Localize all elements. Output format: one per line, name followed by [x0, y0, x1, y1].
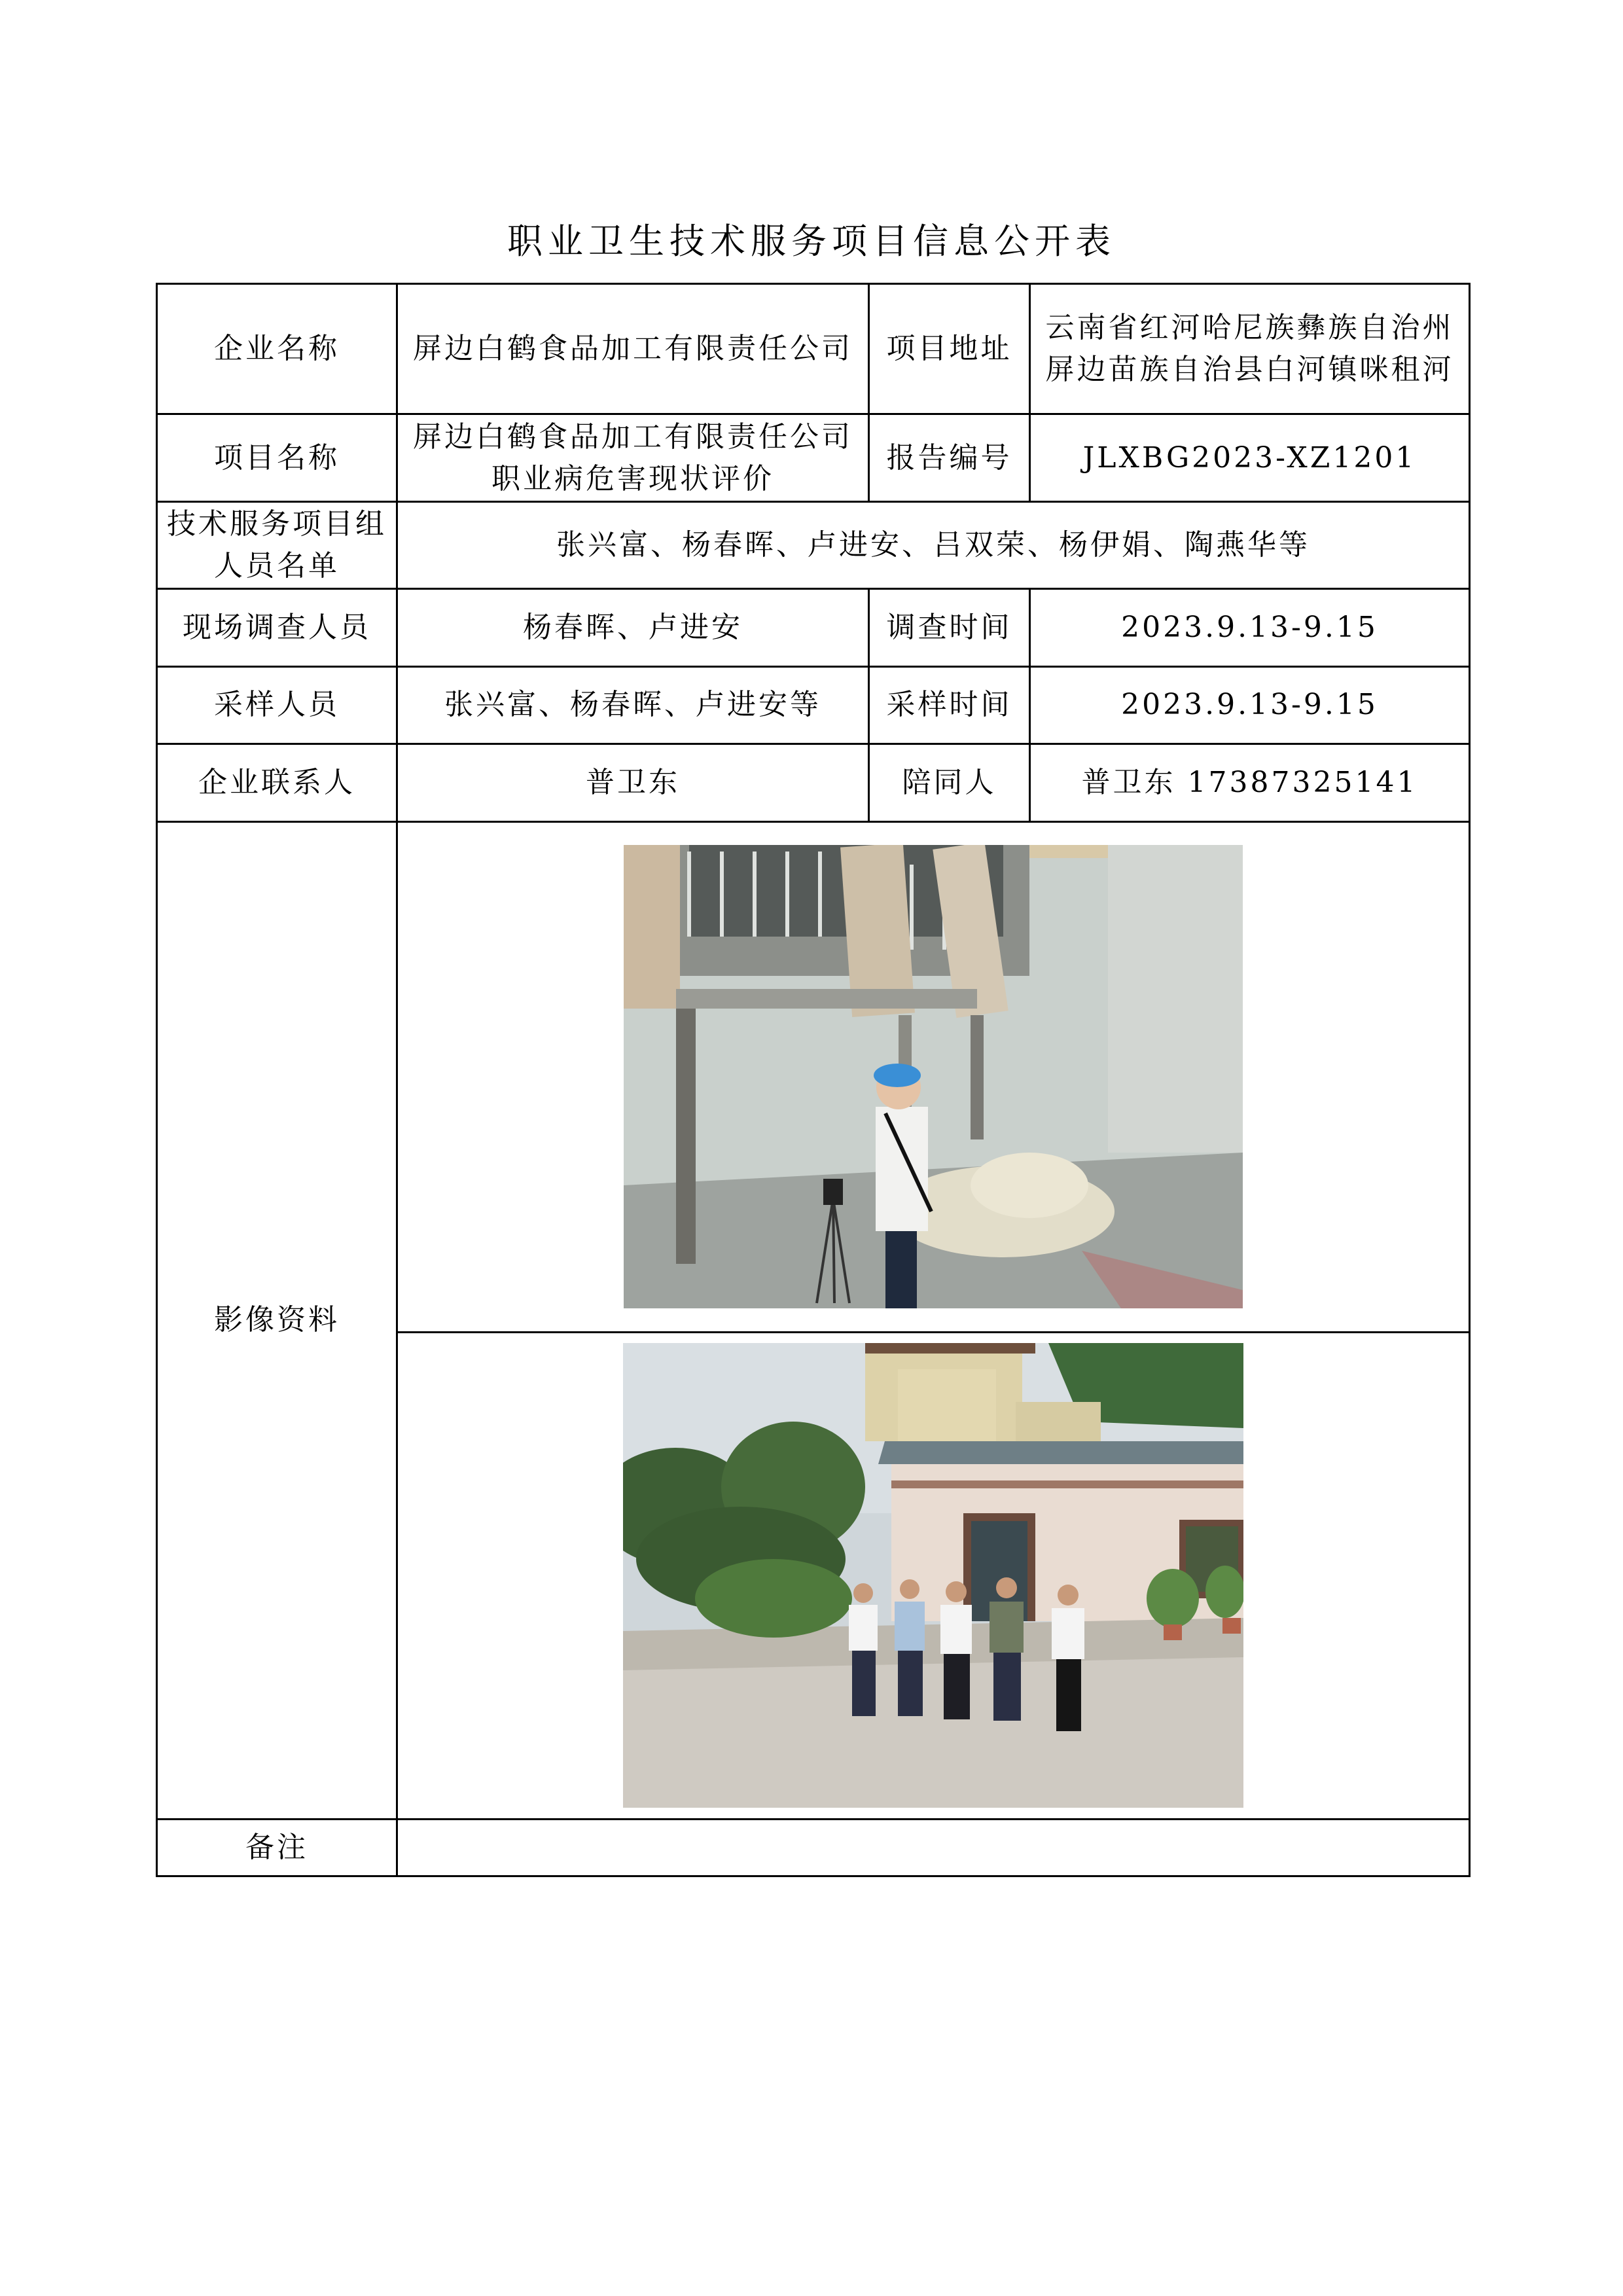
- contact-label: 企业联系人: [157, 744, 397, 822]
- survey-staff-label: 现场调查人员: [157, 589, 397, 667]
- team-value: 张兴富、杨春晖、卢进安、吕双荣、杨伊娟、陶燕华等: [397, 502, 1470, 589]
- project-value: 屏边白鹤食品加工有限责任公司职业病危害现状评价: [397, 414, 869, 502]
- remark-value: [397, 1819, 1470, 1876]
- table-row: [157, 666, 1470, 744]
- report-value: JLXBG2023-XZ1201: [1030, 414, 1470, 502]
- page-title: 职业卫生技术服务项目信息公开表: [507, 221, 1116, 262]
- escort-label: 陪同人: [869, 744, 1030, 822]
- sampling-time-label: 采样时间: [869, 666, 1030, 744]
- contact-value: 普卫东: [397, 744, 869, 822]
- photo-workshop: [624, 845, 1243, 1308]
- survey-time-value: 2023.9.13-9.15: [1030, 589, 1470, 667]
- project-label: 项目名称: [157, 414, 397, 502]
- company-value: 屏边白鹤食品加工有限责任公司: [397, 284, 869, 414]
- remark-label: 备注: [157, 1819, 397, 1876]
- table-row: [157, 1819, 1470, 1876]
- address-value: 云南省红河哈尼族彝族自治州屏边苗族自治县白河镇咪租河: [1030, 284, 1470, 414]
- info-table: [156, 283, 1471, 1877]
- table-row: [157, 821, 1470, 1333]
- sampling-staff-label: 采样人员: [157, 666, 397, 744]
- table-row: [157, 744, 1470, 822]
- survey-time-label: 调查时间: [869, 589, 1030, 667]
- escort-value: 普卫东 17387325141: [1030, 744, 1470, 822]
- company-label: 企业名称: [157, 284, 397, 414]
- table-row: [157, 589, 1470, 667]
- photo-team-building: [623, 1343, 1243, 1808]
- photo-cell-1: [397, 821, 1470, 1333]
- table-row: [157, 502, 1470, 589]
- team-label: 技术服务项目组人员名单: [157, 502, 397, 589]
- table-row: [157, 284, 1470, 414]
- table-row: [157, 414, 1470, 502]
- images-label: 影像资料: [157, 821, 397, 1819]
- photo-cell-2: [397, 1333, 1470, 1819]
- report-label: 报告编号: [869, 414, 1030, 502]
- sampling-staff-value: 张兴富、杨春晖、卢进安等: [397, 666, 869, 744]
- survey-staff-value: 杨春晖、卢进安: [397, 589, 869, 667]
- sampling-time-value: 2023.9.13-9.15: [1030, 666, 1470, 744]
- address-label: 项目地址: [869, 284, 1030, 414]
